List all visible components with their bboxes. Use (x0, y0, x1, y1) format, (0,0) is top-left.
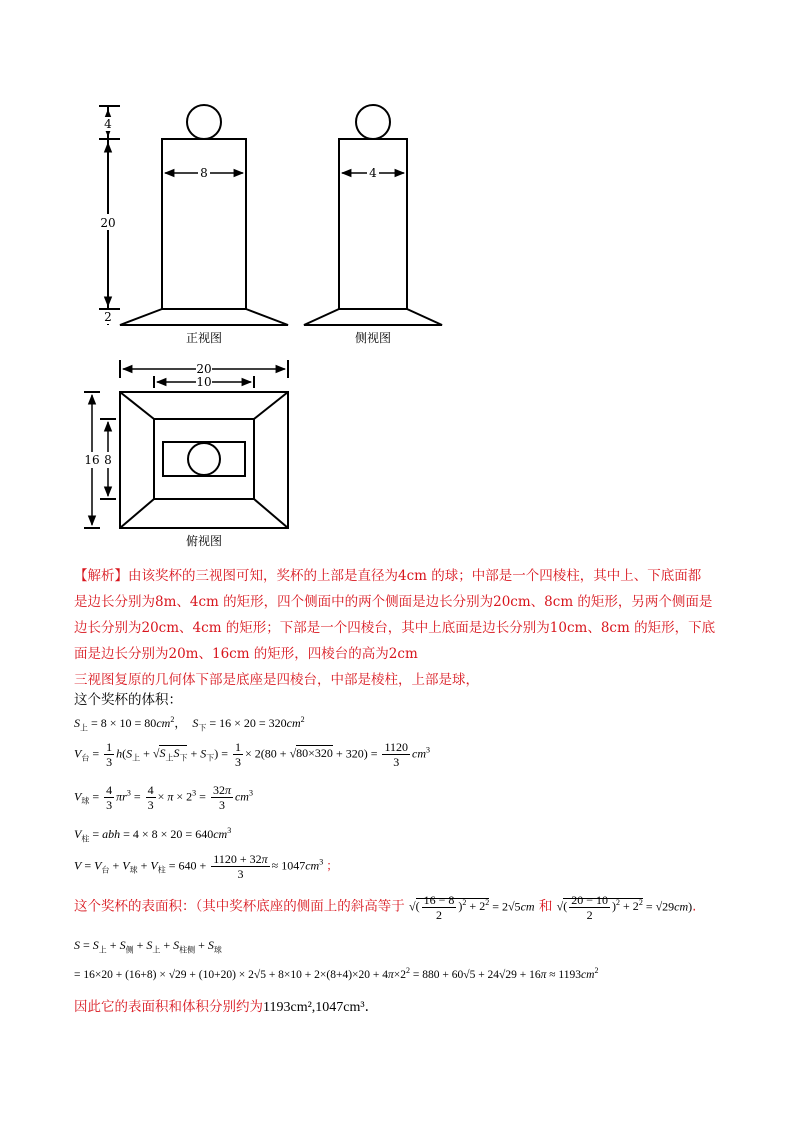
three-view-figure (0, 0, 800, 560)
surface-calc: = $16\times 20 + (16+8) \times √29 + (10+20) \times 2√5 + 8\times 10 + 2\times(8+4)\times 20 + 4\pi\times 2^2 = 880 + 60√5 + 24√29 + 16\pi \approx 1193cm^2$ (74, 966, 599, 981)
front-dim-width: 8 (200, 166, 208, 180)
prism-volume-equation: $V_柱$ = abh = $4 \times 8 \times 20 = 640cm^3$ (74, 826, 232, 844)
surface-equation: $S = S_上 + S_侧 + S_上 + S_{柱侧} + S_球$ (74, 938, 222, 955)
top-view-caption: 俯视图 (185, 534, 223, 548)
conclusion-text: 因此它的表面积和体积分别约为 (74, 999, 263, 1015)
conclusion-line (74, 994, 754, 1021)
front-view-caption: 正视图 (185, 331, 223, 345)
surface-intro-line: 这个奖杯的表面积：（其中奖杯底座的侧面上的斜高等于 √( $\frac{16 - 8}{2}$ )$^2 + 2^2 = 2√5cm$ 和 √( $\frac{20 - 10}{2}$ )$^2 + 2^2 = √29cm$). (74, 893, 697, 922)
top-dim-outer-w: 20 (196, 362, 212, 376)
top-dim-inner-h: 8 (104, 453, 112, 467)
surface-mid: 和 (538, 898, 553, 915)
front-view (99, 105, 288, 325)
sphere-volume-equation: $V_球$ = $\frac{4}{3}$ $\pi r^3$ = $\frac{4}{3}$ × $\pi \times 2^3$ = $\frac{32\pi}{3}$ $cm^3$ (74, 783, 253, 812)
top-view (84, 360, 288, 528)
front-dim-mid: 20 (100, 216, 116, 230)
analysis-line: 面是边长分别为20m、16cm 的矩形，四棱台的高为2cm (74, 646, 418, 662)
front-dim-top: 4 (104, 117, 112, 131)
surface-intro: 这个奖杯的表面积：（其中奖杯底座的侧面上的斜高等于 (74, 898, 405, 915)
top-dim-inner-w: 10 (196, 375, 212, 389)
side-dim-width: 4 (369, 166, 377, 180)
area-equation: $S_上 = 8 \times 10 = 80cm^2$， $S_下 = 16 \times 20 = 320cm^2$ (74, 715, 305, 733)
analysis-line: 边长分别为20cm、4cm 的矩形；下部是一个四棱台，其中上底面是边长分别为10cm、8cm 的矩形，下底 (74, 620, 716, 636)
restore-line: 三视图复原的几何体下部是底座是四棱台，中部是棱柱，上部是球， (74, 672, 479, 688)
total-volume-equation: $V = V_台 + V_球 + V_柱 = 640$ + $\frac{1120 + 32\pi}{3}$ ≈ $1047cm^3$ ； (74, 852, 339, 881)
side-view (304, 105, 442, 325)
conclusion-end: . (364, 999, 369, 1015)
front-dim-bottom: 2 (104, 310, 112, 324)
analysis-line: 是边长分别为8m、4cm 的矩形，四个侧面中的两个侧面是边长分别为20cm、8cm 的矩形，另两个侧面是 (74, 594, 713, 610)
conclusion-values: 1193cm²,1047cm³ (263, 1000, 365, 1015)
frustum-volume-equation: $V_台$ = $\frac{1}{3}$ $h(S_上 + √S_上S_下 + S_下)$ = $\frac{1}{3}$ × 2(80 + √80×320 + 320) = $\frac{1120}{3}$ $cm^3$ (74, 740, 431, 769)
analysis-paragraph (74, 563, 754, 693)
top-dim-outer-h: 16 (84, 453, 100, 467)
volume-intro: 这个奖杯的体积： (74, 692, 182, 708)
side-view-caption: 侧视图 (354, 331, 392, 345)
analysis-line: 【解析】由该奖杯的三视图可知，奖杯的上部是直径为4cm 的球；中部是一个四棱柱，其中上、下底面都 (74, 568, 702, 584)
